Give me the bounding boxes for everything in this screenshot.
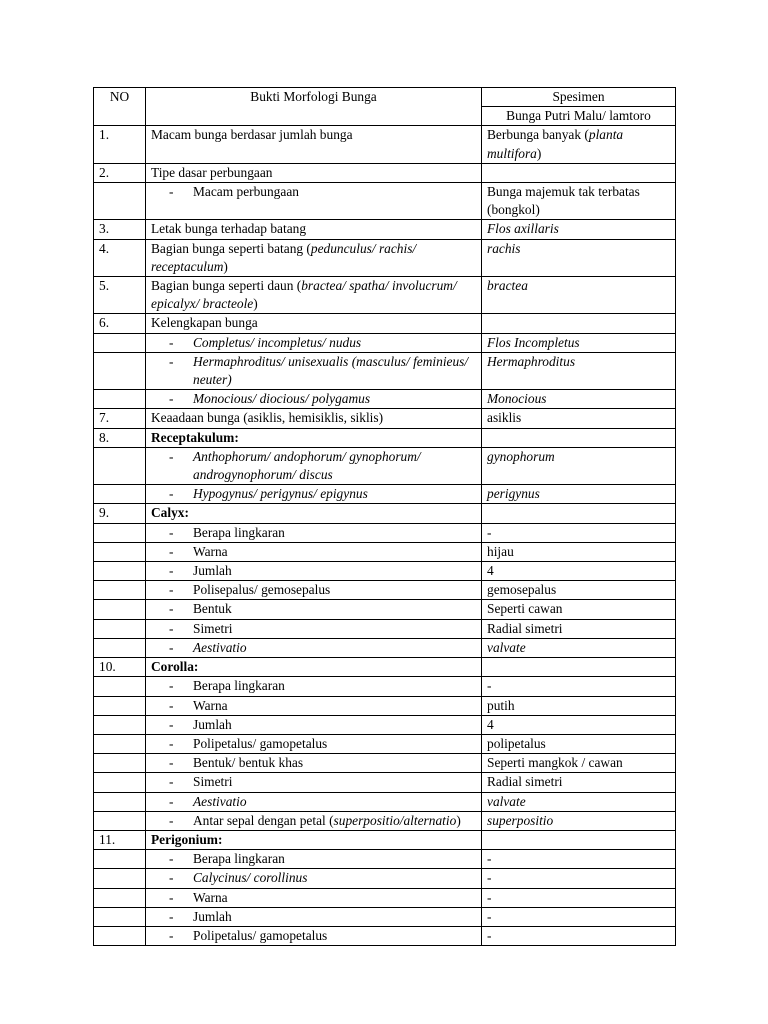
row-characteristic xyxy=(146,811,482,830)
sub-item-text: Polisepalus/ gemosepalus xyxy=(193,582,331,598)
sub-item-text: Anthophorum/ andophorum/ gynophorum/ androgynophorum/ discus xyxy=(193,448,421,483)
row-value: polipetalus xyxy=(482,734,676,753)
row-characteristic xyxy=(146,600,482,619)
row-characteristic xyxy=(146,888,482,907)
sub-item-text: Bentuk xyxy=(193,601,232,617)
row-value: Seperti cawan xyxy=(482,600,676,619)
row-characteristic: Receptakulum: xyxy=(146,428,482,447)
sub-item-text: Hermaphroditus/ unisexualis (masculus/ feminieus/ neuter) xyxy=(193,353,469,388)
row-characteristic xyxy=(146,619,482,638)
list-dash: - xyxy=(169,678,174,694)
table-row xyxy=(94,734,676,753)
table-row xyxy=(94,811,676,830)
sub-item-text: Polipetalus/ gamopetalus xyxy=(193,735,328,751)
row-number xyxy=(94,677,146,696)
list-dash: - xyxy=(169,908,174,924)
row-value: Radial simetri xyxy=(482,619,676,638)
row-number xyxy=(94,333,146,352)
sub-item-text: Monocious/ diocious/ polygamus xyxy=(193,391,371,407)
table-row xyxy=(94,352,676,389)
table-row xyxy=(94,888,676,907)
row-number: 8. xyxy=(94,428,146,447)
list-dash: - xyxy=(169,391,174,407)
list-dash: - xyxy=(169,543,174,559)
row-number xyxy=(94,850,146,869)
sub-item-text: Warna xyxy=(193,543,228,559)
row-value xyxy=(482,314,676,333)
row-value: Seperti mangkok / cawan xyxy=(482,754,676,773)
sub-item-text: Warna xyxy=(193,889,228,905)
list-dash: - xyxy=(169,735,174,751)
row-value: Hermaphroditus xyxy=(482,352,676,389)
list-dash: - xyxy=(169,353,174,369)
sub-item-text: Berapa lingkaran xyxy=(193,678,285,694)
list-dash: - xyxy=(169,639,174,655)
list-dash: - xyxy=(169,486,174,502)
sub-item-text: Completus/ incompletus/ nudus xyxy=(193,334,362,350)
row-characteristic xyxy=(146,792,482,811)
row-characteristic xyxy=(146,352,482,389)
row-value: asiklis xyxy=(482,409,676,428)
row-value: 4 xyxy=(482,715,676,734)
table-row xyxy=(94,277,676,314)
row-characteristic xyxy=(146,523,482,542)
row-characteristic xyxy=(146,869,482,888)
row-value: Flos Incompletus xyxy=(482,333,676,352)
table-row xyxy=(94,926,676,945)
header-bukti: Bukti Morfologi Bunga xyxy=(146,88,482,126)
list-dash: - xyxy=(169,697,174,713)
table-row xyxy=(94,504,676,523)
row-value xyxy=(482,504,676,523)
row-number xyxy=(94,523,146,542)
table-row xyxy=(94,428,676,447)
table-row xyxy=(94,907,676,926)
table-row xyxy=(94,869,676,888)
row-value: Radial simetri xyxy=(482,773,676,792)
row-characteristic: Perigonium: xyxy=(146,830,482,849)
row-characteristic xyxy=(146,390,482,409)
row-characteristic: Tipe dasar perbungaan xyxy=(146,163,482,182)
table-row xyxy=(94,390,676,409)
row-characteristic xyxy=(146,734,482,753)
row-characteristic xyxy=(146,581,482,600)
sub-item-text: Hypogynus/ perigynus/ epigynus xyxy=(193,486,368,502)
list-dash: - xyxy=(169,927,174,943)
row-number xyxy=(94,792,146,811)
morphology-table xyxy=(93,87,676,946)
table-row xyxy=(94,163,676,182)
list-dash: - xyxy=(169,755,174,771)
list-dash: - xyxy=(169,851,174,867)
row-characteristic xyxy=(146,485,482,504)
row-characteristic xyxy=(146,333,482,352)
row-number xyxy=(94,542,146,561)
row-value xyxy=(482,428,676,447)
table-row xyxy=(94,600,676,619)
list-dash: - xyxy=(169,774,174,790)
sub-item-text: Antar sepal dengan petal (superpositio/alternatio) xyxy=(193,812,461,828)
row-characteristic: Bagian bunga seperti batang (pedunculus/ rachis/ receptaculum) xyxy=(146,239,482,276)
row-characteristic xyxy=(146,907,482,926)
table-row xyxy=(94,773,676,792)
row-number: 10. xyxy=(94,658,146,677)
row-characteristic: Bagian bunga seperti daun (bractea/ spatha/ involucrum/ epicalyx/ bracteole) xyxy=(146,277,482,314)
row-value: Monocious xyxy=(482,390,676,409)
sub-item-text: Berapa lingkaran xyxy=(193,524,285,540)
header-no: NO xyxy=(94,88,146,126)
table-row xyxy=(94,658,676,677)
sub-item-text: Calycinus/ corollinus xyxy=(193,870,308,886)
table-row xyxy=(94,562,676,581)
row-value: - xyxy=(482,850,676,869)
list-dash: - xyxy=(169,620,174,636)
row-characteristic xyxy=(146,183,482,220)
sub-item-text: Jumlah xyxy=(193,716,232,732)
sub-item-text: Polipetalus/ gamopetalus xyxy=(193,927,328,943)
table-row xyxy=(94,220,676,239)
row-number xyxy=(94,638,146,657)
table-row xyxy=(94,314,676,333)
row-characteristic xyxy=(146,850,482,869)
row-number xyxy=(94,907,146,926)
table-row xyxy=(94,696,676,715)
row-characteristic xyxy=(146,696,482,715)
row-number xyxy=(94,562,146,581)
list-dash: - xyxy=(169,889,174,905)
row-value: bractea xyxy=(482,277,676,314)
row-number xyxy=(94,447,146,484)
table-row xyxy=(94,792,676,811)
row-number: 7. xyxy=(94,409,146,428)
row-number: 4. xyxy=(94,239,146,276)
row-value: - xyxy=(482,926,676,945)
table-row xyxy=(94,485,676,504)
row-number xyxy=(94,869,146,888)
table-row xyxy=(94,850,676,869)
row-value: valvate xyxy=(482,792,676,811)
header-spesimen: Spesimen xyxy=(482,88,676,107)
sub-item-text: Warna xyxy=(193,697,228,713)
table-row xyxy=(94,677,676,696)
row-value: Flos axillaris xyxy=(482,220,676,239)
row-characteristic: Macam bunga berdasar jumlah bunga xyxy=(146,126,482,163)
row-number xyxy=(94,754,146,773)
table-row xyxy=(94,715,676,734)
row-number xyxy=(94,619,146,638)
row-number xyxy=(94,734,146,753)
row-characteristic xyxy=(146,754,482,773)
row-characteristic: Keaadaan bunga (asiklis, hemisiklis, siklis) xyxy=(146,409,482,428)
sub-item-text: Jumlah xyxy=(193,563,232,579)
row-characteristic xyxy=(146,715,482,734)
row-number xyxy=(94,715,146,734)
sub-item-text: Bentuk/ bentuk khas xyxy=(193,755,304,771)
row-number xyxy=(94,926,146,945)
row-characteristic xyxy=(146,447,482,484)
row-number xyxy=(94,485,146,504)
list-dash: - xyxy=(169,582,174,598)
row-value: hijau xyxy=(482,542,676,561)
row-value: valvate xyxy=(482,638,676,657)
row-value: - xyxy=(482,888,676,907)
list-dash: - xyxy=(169,601,174,617)
sub-item-text: Berapa lingkaran xyxy=(193,851,285,867)
row-value: Bunga majemuk tak terbatas (bongkol) xyxy=(482,183,676,220)
row-characteristic xyxy=(146,562,482,581)
list-dash: - xyxy=(169,812,174,828)
list-dash: - xyxy=(169,870,174,886)
row-value: perigynus xyxy=(482,485,676,504)
row-number xyxy=(94,581,146,600)
table-row xyxy=(94,523,676,542)
sub-item-text: Simetri xyxy=(193,620,233,636)
row-number: 2. xyxy=(94,163,146,182)
table-row xyxy=(94,619,676,638)
table-row xyxy=(94,333,676,352)
row-number xyxy=(94,811,146,830)
table-row xyxy=(94,830,676,849)
row-value: - xyxy=(482,869,676,888)
row-characteristic xyxy=(146,677,482,696)
row-value: gynophorum xyxy=(482,447,676,484)
row-value: - xyxy=(482,907,676,926)
table-row xyxy=(94,542,676,561)
row-characteristic: Kelengkapan bunga xyxy=(146,314,482,333)
row-characteristic: Calyx: xyxy=(146,504,482,523)
list-dash: - xyxy=(169,334,174,350)
row-number xyxy=(94,390,146,409)
sub-item-text: Macam perbungaan xyxy=(193,184,299,200)
row-number: 1. xyxy=(94,126,146,163)
row-value xyxy=(482,658,676,677)
list-dash: - xyxy=(169,184,174,200)
sub-item-text: Jumlah xyxy=(193,908,232,924)
table-row xyxy=(94,754,676,773)
row-number xyxy=(94,888,146,907)
row-number xyxy=(94,352,146,389)
list-dash: - xyxy=(169,793,174,809)
table-row xyxy=(94,239,676,276)
table-row xyxy=(94,409,676,428)
table-row xyxy=(94,638,676,657)
row-number xyxy=(94,773,146,792)
row-value xyxy=(482,163,676,182)
row-value: - xyxy=(482,677,676,696)
row-value: putih xyxy=(482,696,676,715)
row-number xyxy=(94,183,146,220)
table-row xyxy=(94,183,676,220)
row-value: 4 xyxy=(482,562,676,581)
row-value: Berbunga banyak (planta multifora) xyxy=(482,126,676,163)
row-value xyxy=(482,830,676,849)
row-characteristic xyxy=(146,542,482,561)
table-row xyxy=(94,447,676,484)
header-specimen-name: Bunga Putri Malu/ lamtoro xyxy=(482,107,676,126)
list-dash: - xyxy=(169,524,174,540)
row-characteristic xyxy=(146,926,482,945)
row-number: 11. xyxy=(94,830,146,849)
row-value: rachis xyxy=(482,239,676,276)
row-value: - xyxy=(482,523,676,542)
table-body xyxy=(94,126,676,946)
list-dash: - xyxy=(169,563,174,579)
row-characteristic xyxy=(146,638,482,657)
row-characteristic xyxy=(146,773,482,792)
sub-item-text: Aestivatio xyxy=(193,639,247,655)
sub-item-text: Simetri xyxy=(193,774,233,790)
table-row xyxy=(94,126,676,163)
row-number: 9. xyxy=(94,504,146,523)
row-characteristic: Corolla: xyxy=(146,658,482,677)
row-number xyxy=(94,600,146,619)
row-number: 6. xyxy=(94,314,146,333)
row-value: superpositio xyxy=(482,811,676,830)
row-number xyxy=(94,696,146,715)
table-header-row xyxy=(94,88,676,107)
list-dash: - xyxy=(169,448,174,464)
row-value: gemosepalus xyxy=(482,581,676,600)
list-dash: - xyxy=(169,716,174,732)
row-number: 5. xyxy=(94,277,146,314)
row-number: 3. xyxy=(94,220,146,239)
table-row xyxy=(94,581,676,600)
row-characteristic: Letak bunga terhadap batang xyxy=(146,220,482,239)
sub-item-text: Aestivatio xyxy=(193,793,247,809)
